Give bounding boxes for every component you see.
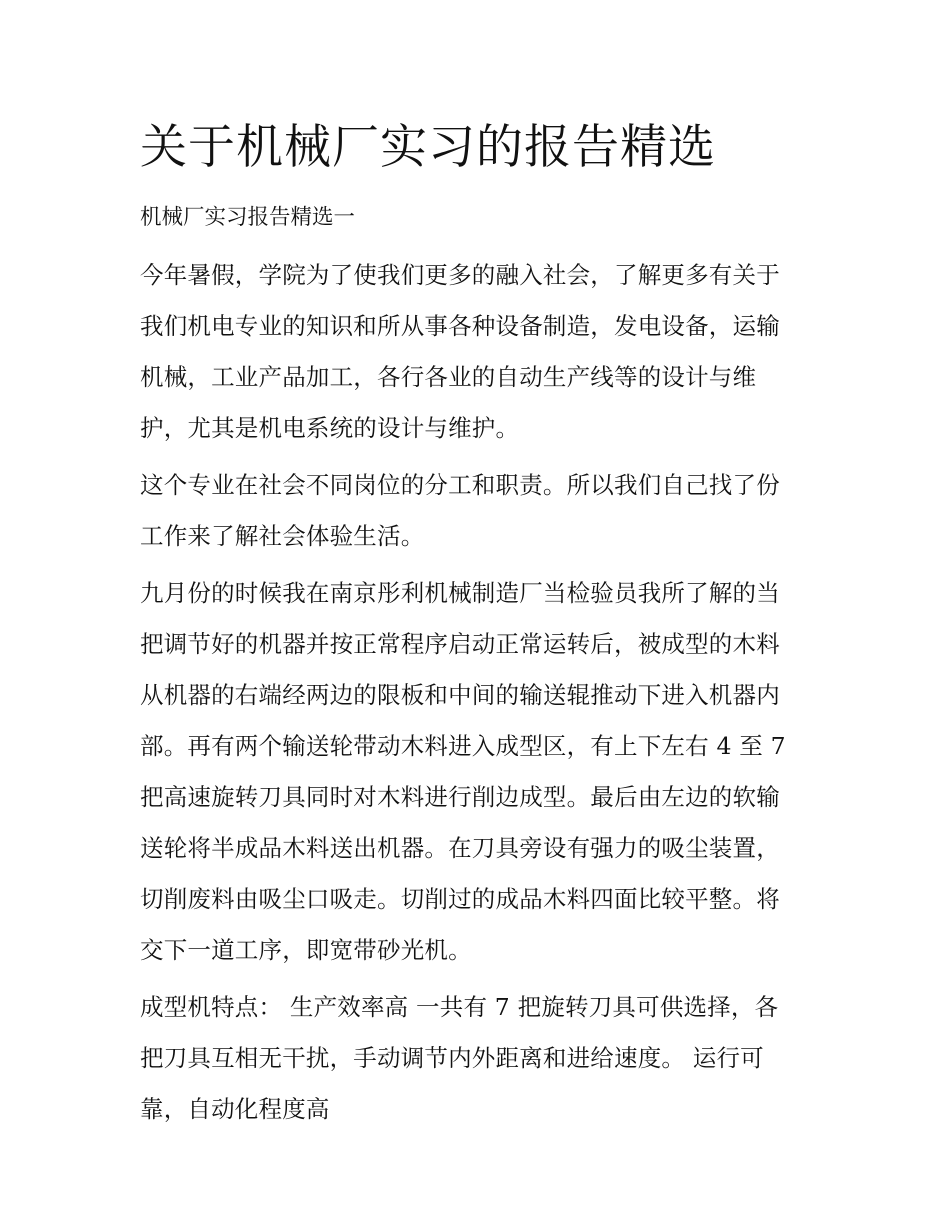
paragraph-1	[140, 250, 816, 454]
text-line: 成型机特点： 生产效率高 一共有 7 把旋转刀具可供选择，各	[140, 993, 779, 1021]
text-line: 把刀具互相无干扰，手动调节内外距离和进给速度。 运行可	[140, 1044, 764, 1072]
section-subtitle: 机械厂实习报告精选一	[140, 205, 356, 230]
text-line: 把高速旋转刀具同时对木料进行削边成型。最后由左边的软输	[140, 783, 780, 811]
paragraph-4	[140, 982, 816, 1135]
page-title: 关于机械厂实习的报告精选	[140, 120, 716, 175]
text-line: 把调节好的机器并按正常程序启动正常运转后，被成型的木料	[140, 630, 780, 658]
text-line: 今年暑假，学院为了使我们更多的融入社会，了解更多有关于	[140, 261, 780, 289]
text-line: 部。再有两个输送轮带动木料进入成型区，有上下左右 4 至 7	[140, 732, 786, 760]
text-line: 交下一道工序，即宽带砂光机。	[140, 936, 472, 964]
paragraph-2	[140, 460, 816, 562]
text-line: 工作来了解社会体验生活。	[140, 522, 425, 550]
paragraph-3	[140, 568, 816, 976]
text-line: 靠，自动化程度高	[140, 1095, 330, 1123]
text-line: 机械，工业产品加工，各行各业的自动生产线等的设计与维	[140, 363, 757, 391]
text-line: 送轮将半成品木料送出机器。在刀具旁设有强力的吸尘装置，	[140, 834, 780, 862]
text-line: 护，尤其是机电系统的设计与维护。	[140, 414, 520, 442]
text-line: 九月份的时候我在南京彤利机械制造厂当检验员我所了解的当	[140, 579, 780, 607]
document-page	[140, 112, 816, 1141]
text-line: 切削废料由吸尘口吸走。切削过的成品木料四面比较平整。将	[140, 885, 780, 913]
text-line: 从机器的右端经两边的限板和中间的输送辊推动下进入机器内	[140, 681, 780, 709]
text-line: 我们机电专业的知识和所从事各种设备制造，发电设备，运输	[140, 312, 780, 340]
text-line: 这个专业在社会不同岗位的分工和职责。所以我们自己找了份	[140, 471, 780, 499]
